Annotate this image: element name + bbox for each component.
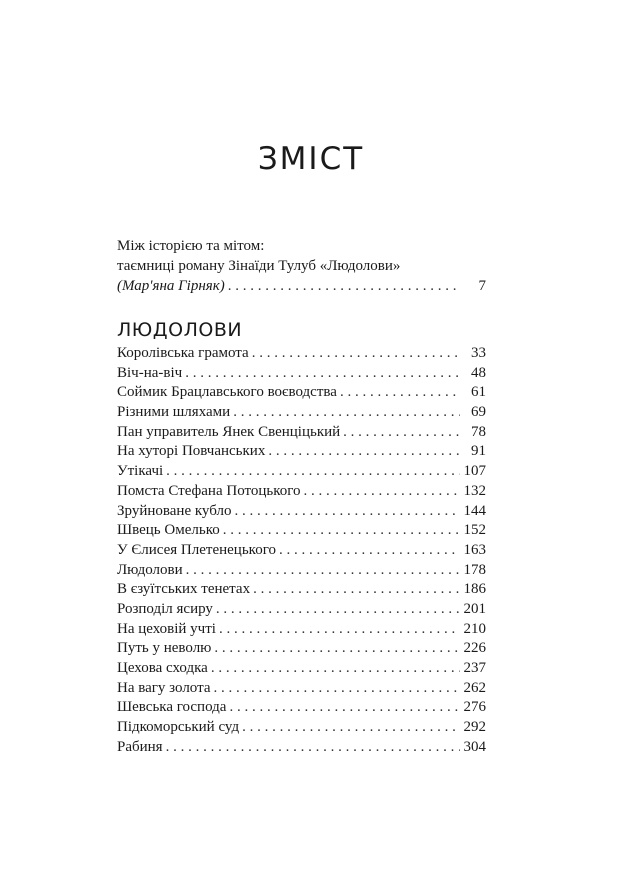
toc-entry-page: 91	[471, 443, 486, 460]
toc-entry-title: У Єлисея Плетенецького	[117, 541, 276, 558]
toc-entry-title: Зруйноване кубло	[117, 502, 232, 519]
intro-entry	[117, 236, 486, 296]
toc-entry	[117, 698, 486, 718]
toc-entry-page: 152	[463, 522, 486, 539]
toc-entry	[117, 580, 486, 600]
toc-entry	[117, 344, 486, 364]
toc-entry-page: 69	[471, 404, 486, 421]
toc-entry-page: 61	[471, 384, 486, 401]
dot-leader	[228, 276, 460, 296]
dot-leader	[252, 344, 460, 364]
toc-entry	[117, 561, 486, 581]
intro-author-row	[117, 276, 486, 296]
intro-author: (Мар'яна Гірняк)	[117, 278, 225, 294]
toc-entry	[117, 718, 486, 738]
dot-leader	[185, 364, 460, 384]
toc-entry-page: 304	[463, 738, 486, 755]
toc-entry-title: На цеховій учті	[117, 620, 216, 637]
page-title: ЗМІСТ	[257, 140, 365, 177]
toc-entry	[117, 541, 486, 561]
intro-title-line-2: таємниці роману Зінаїди Тулуб «Людолови»	[117, 258, 401, 274]
toc-entry-title: Шевська господа	[117, 699, 227, 716]
toc-entry-title: Соймик Брацлавського воєводства	[117, 384, 337, 401]
toc-entry-title: Цехова сходка	[117, 660, 208, 676]
toc-entry	[117, 620, 486, 640]
toc-entry-page: 262	[463, 679, 486, 696]
toc-entry-page: 144	[463, 502, 486, 519]
toc-entry-page: 186	[463, 581, 486, 598]
toc-entry	[117, 659, 486, 679]
toc-entry	[117, 462, 486, 482]
dot-leader	[214, 679, 460, 699]
section-heading: ЛЮДОЛОВИ	[117, 319, 243, 341]
dot-leader	[279, 541, 460, 561]
toc-entry-title: Людолови	[117, 561, 183, 578]
dot-leader	[340, 383, 460, 403]
dot-leader	[253, 580, 459, 600]
toc-entry-page: 276	[463, 699, 486, 716]
intro-title-line-1: Між історією та мітом:	[117, 238, 265, 254]
toc-entry	[117, 383, 486, 403]
toc-entry-page: 178	[463, 561, 486, 578]
toc-entry-title: Розподіл ясиру	[117, 600, 213, 617]
toc-entry	[117, 738, 486, 758]
toc-entry	[117, 502, 486, 522]
toc-entry-title: Утікачі	[117, 463, 164, 480]
toc-entry-title: Пан управитель Янек Свенціцький	[117, 423, 341, 440]
toc-entry	[117, 639, 486, 659]
dot-leader	[268, 442, 460, 462]
toc-entry-page: 210	[463, 620, 486, 637]
dot-leader	[233, 403, 460, 423]
toc-entry-title: В єзуїтських тенетах	[117, 581, 251, 598]
dot-leader	[343, 423, 460, 443]
dot-leader	[166, 738, 460, 758]
toc-entry	[117, 423, 486, 443]
toc-entry-title: Віч-на-віч	[117, 364, 183, 381]
toc-entry-title: Путь у неволю	[117, 640, 212, 657]
dot-leader	[211, 659, 460, 679]
toc-entry-title: На вагу золота	[117, 679, 211, 696]
toc-list	[117, 344, 486, 757]
toc-entry-page: 201	[463, 600, 486, 617]
toc-entry	[117, 521, 486, 541]
dot-leader	[216, 600, 460, 620]
dot-leader	[234, 502, 459, 522]
toc-entry	[117, 482, 486, 502]
toc-entry-page: 237	[463, 660, 486, 676]
toc-entry-page: 226	[463, 640, 486, 657]
toc-entry-page: 163	[463, 541, 486, 558]
toc-entry-page: 33	[471, 345, 486, 361]
dot-leader	[186, 561, 460, 581]
toc-entry-title: На хуторі Повчанських	[117, 443, 266, 460]
dot-leader	[242, 718, 459, 738]
dot-leader	[304, 482, 460, 502]
toc-entry-title: Підкоморський суд	[117, 719, 240, 736]
toc-entry	[117, 600, 486, 620]
toc-entry-title: Різними шляхами	[117, 404, 231, 421]
toc-entry-page: 132	[463, 482, 486, 499]
dot-leader	[229, 698, 459, 718]
toc-entry-title: Помста Стефана Потоцького	[117, 482, 301, 499]
toc-entry-page: 107	[463, 463, 486, 480]
toc-entry	[117, 442, 486, 462]
toc-entry-page: 292	[463, 719, 486, 736]
toc-entry-page: 78	[471, 423, 486, 440]
toc-entry-page: 48	[471, 364, 486, 381]
toc-entry-title: Швець Омелько	[117, 522, 220, 539]
toc-entry	[117, 679, 486, 699]
dot-leader	[214, 639, 459, 659]
toc-entry-title: Королівська грамота	[117, 345, 249, 361]
toc-entry-title: Рабиня	[117, 738, 163, 755]
dot-leader	[223, 521, 460, 541]
toc-entry	[117, 364, 486, 384]
dot-leader	[166, 462, 459, 482]
dot-leader	[219, 620, 460, 640]
intro-page-number: 7	[478, 278, 486, 294]
toc-entry	[117, 403, 486, 423]
